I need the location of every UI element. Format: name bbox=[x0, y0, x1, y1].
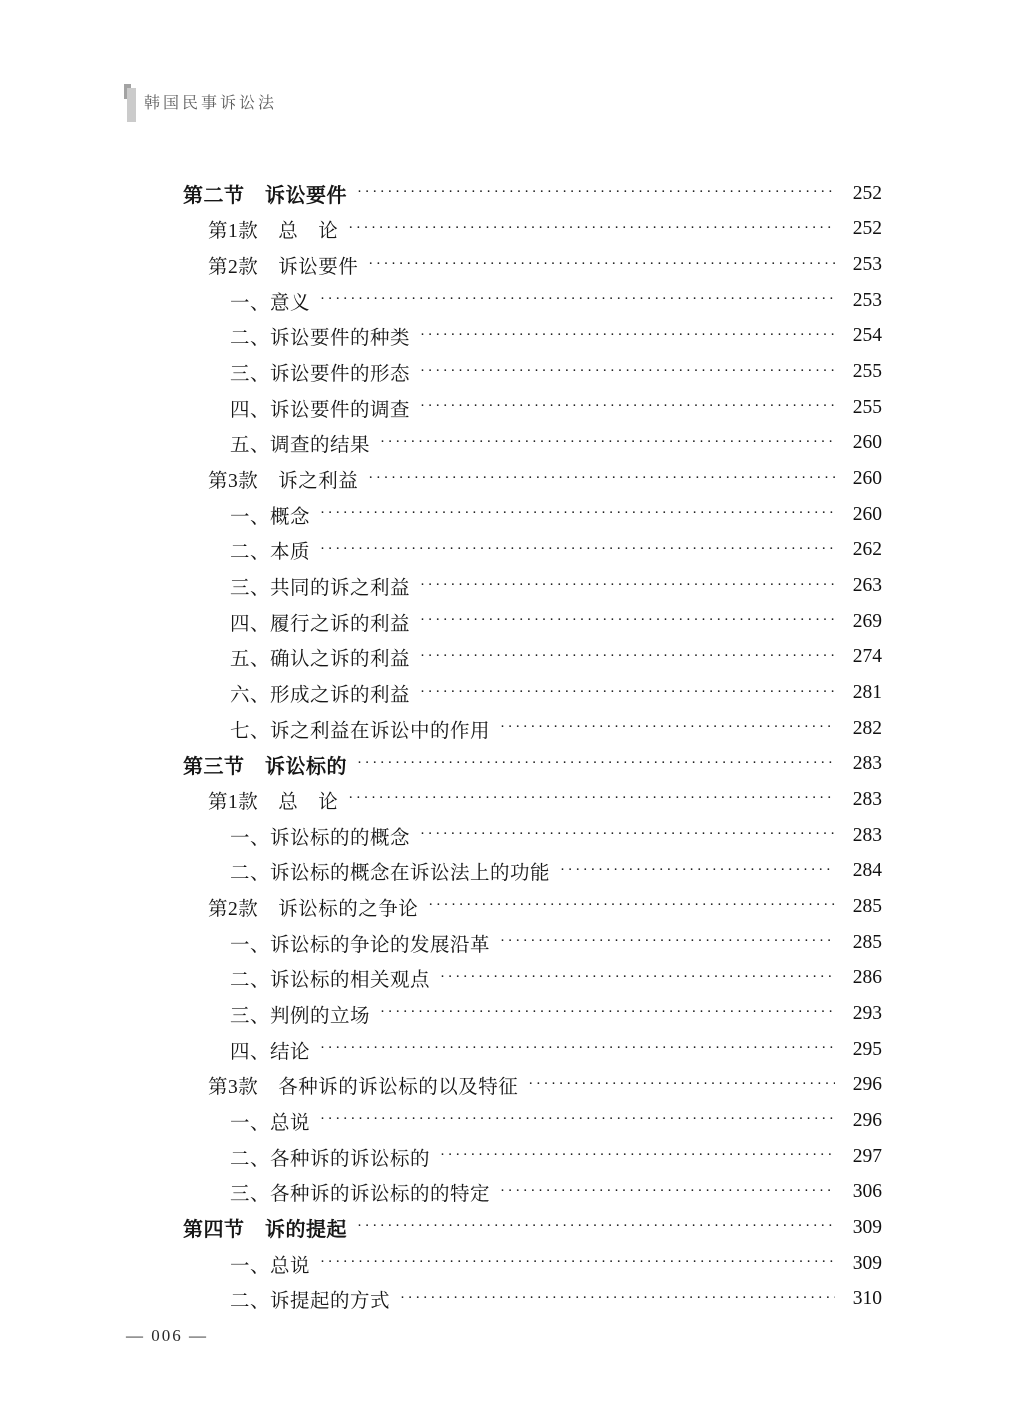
toc-entry-page-number: 295 bbox=[852, 1038, 882, 1060]
toc-entry-page-number: 253 bbox=[852, 254, 882, 276]
dot-leader bbox=[500, 1184, 835, 1199]
toc-entry-page-number: 285 bbox=[852, 931, 882, 953]
toc-entry-label: 第2款 诉讼要件 bbox=[208, 257, 359, 279]
toc-entry-page-number: 260 bbox=[852, 503, 882, 525]
toc-entry-page-number: 296 bbox=[852, 1074, 882, 1096]
toc-entry-page-number: 285 bbox=[852, 895, 882, 917]
dot-leader bbox=[320, 1041, 835, 1056]
toc-entry bbox=[183, 568, 882, 604]
toc-entry bbox=[183, 1139, 882, 1175]
toc-entry bbox=[183, 1174, 882, 1210]
toc-entry bbox=[183, 1246, 882, 1282]
toc-entry bbox=[183, 247, 882, 283]
dot-leader bbox=[420, 649, 835, 664]
toc-entry bbox=[183, 925, 882, 961]
toc-entry-page-number: 309 bbox=[852, 1252, 882, 1274]
toc-entry-page-number: 263 bbox=[852, 575, 882, 597]
toc-entry bbox=[183, 782, 882, 818]
toc-entry bbox=[183, 497, 882, 533]
toc-entry-label: 六、形成之诉的利益 bbox=[230, 685, 411, 707]
toc-entry-page-number: 255 bbox=[852, 396, 882, 418]
book-title: 韩国民事诉讼法 bbox=[144, 95, 278, 112]
dot-leader bbox=[560, 863, 835, 878]
dot-leader bbox=[420, 399, 835, 414]
toc-entry-label: 第1款 总 论 bbox=[208, 791, 339, 813]
toc-entry-label: 五、确认之诉的利益 bbox=[230, 649, 411, 671]
toc-entry-label: 第2款 诉讼标的之争论 bbox=[208, 898, 419, 920]
toc-entry-label: 四、履行之诉的利益 bbox=[230, 613, 411, 635]
toc-entry bbox=[183, 283, 882, 319]
toc-entry-label: 第3款 诉之利益 bbox=[208, 471, 359, 493]
toc-entry bbox=[183, 390, 882, 426]
toc-entry bbox=[183, 960, 882, 996]
toc-entry-label: 二、诉提起的方式 bbox=[230, 1291, 391, 1313]
toc-entry-label: 第1款 总 论 bbox=[208, 221, 339, 243]
toc-entry-page-number: 260 bbox=[852, 432, 882, 454]
toc-entry-label: 一、诉讼标的争论的发展沿革 bbox=[230, 934, 491, 956]
toc-entry bbox=[183, 533, 882, 569]
dot-leader bbox=[368, 257, 835, 272]
table-of-contents bbox=[183, 176, 882, 1317]
dot-leader bbox=[420, 685, 835, 700]
toc-entry bbox=[183, 354, 882, 390]
toc-entry-label: 第四节 诉的提起 bbox=[183, 1219, 347, 1242]
toc-entry bbox=[183, 675, 882, 711]
dot-leader bbox=[320, 1255, 835, 1270]
dot-leader bbox=[348, 791, 835, 806]
toc-entry-label: 三、判例的立场 bbox=[230, 1005, 371, 1027]
toc-entry bbox=[183, 996, 882, 1032]
toc-entry-page-number: 286 bbox=[852, 967, 882, 989]
toc-entry-label: 二、诉讼标的相关观点 bbox=[230, 970, 431, 992]
dot-leader bbox=[357, 1219, 835, 1234]
toc-entry bbox=[183, 1032, 882, 1068]
toc-entry-label: 一、意义 bbox=[230, 292, 311, 314]
toc-entry-label: 七、诉之利益在诉讼中的作用 bbox=[230, 720, 491, 742]
toc-entry-page-number: 283 bbox=[852, 753, 882, 775]
toc-entry-page-number: 281 bbox=[852, 682, 882, 704]
dot-leader bbox=[528, 1077, 835, 1092]
dot-leader bbox=[380, 1005, 835, 1020]
toc-entry-label: 一、诉讼标的的概念 bbox=[230, 827, 411, 849]
toc-entry-page-number: 254 bbox=[852, 325, 882, 347]
toc-entry-page-number: 297 bbox=[852, 1145, 882, 1167]
toc-entry-page-number: 260 bbox=[852, 468, 882, 490]
dot-leader bbox=[380, 435, 835, 450]
toc-entry-page-number: 296 bbox=[852, 1109, 882, 1131]
toc-entry-page-number: 283 bbox=[852, 788, 882, 810]
toc-entry-label: 二、诉讼要件的种类 bbox=[230, 328, 411, 350]
dot-leader bbox=[500, 934, 835, 949]
dot-leader bbox=[420, 328, 835, 343]
dot-leader bbox=[420, 613, 835, 628]
dot-leader bbox=[420, 364, 835, 379]
toc-entry-label: 第三节 诉讼标的 bbox=[183, 755, 347, 778]
toc-entry-label: 三、各种诉的诉讼标的的特定 bbox=[230, 1184, 491, 1206]
dot-leader bbox=[428, 898, 835, 913]
toc-entry bbox=[183, 818, 882, 854]
toc-entry-label: 第3款 各种诉的诉讼标的以及特征 bbox=[208, 1077, 519, 1099]
toc-entry-label: 一、概念 bbox=[230, 506, 311, 528]
toc-entry-label: 二、各种诉的诉讼标的 bbox=[230, 1148, 431, 1170]
toc-entry-page-number: 306 bbox=[852, 1181, 882, 1203]
footer-page-number: — 006 — bbox=[126, 1326, 208, 1345]
toc-entry bbox=[183, 319, 882, 355]
toc-entry bbox=[183, 176, 882, 212]
dot-leader bbox=[320, 542, 835, 557]
toc-entry-page-number: 252 bbox=[852, 218, 882, 240]
toc-entry bbox=[183, 1281, 882, 1317]
toc-entry-page-number: 282 bbox=[852, 717, 882, 739]
dot-leader bbox=[348, 221, 835, 236]
toc-entry-page-number: 253 bbox=[852, 289, 882, 311]
toc-entry bbox=[183, 853, 882, 889]
toc-entry bbox=[183, 711, 882, 747]
toc-entry bbox=[183, 1067, 882, 1103]
toc-entry-page-number: 309 bbox=[852, 1216, 882, 1238]
header-bar-light-segment bbox=[127, 88, 136, 122]
toc-entry-label: 四、诉讼要件的调查 bbox=[230, 399, 411, 421]
toc-entry-page-number: 283 bbox=[852, 824, 882, 846]
header-accent-bar bbox=[124, 82, 138, 124]
toc-entry bbox=[183, 604, 882, 640]
toc-entry bbox=[183, 1103, 882, 1139]
dot-leader bbox=[440, 970, 835, 985]
toc-entry-page-number: 284 bbox=[852, 860, 882, 882]
toc-entry bbox=[183, 1210, 882, 1246]
dot-leader bbox=[400, 1291, 835, 1306]
dot-leader bbox=[368, 471, 835, 486]
toc-entry-label: 三、共同的诉之利益 bbox=[230, 578, 411, 600]
toc-entry bbox=[183, 461, 882, 497]
toc-entry-page-number: 262 bbox=[852, 539, 882, 561]
toc-entry-label: 一、总说 bbox=[230, 1255, 311, 1277]
toc-entry bbox=[183, 640, 882, 676]
dot-leader bbox=[357, 185, 835, 200]
running-header bbox=[124, 82, 277, 124]
toc-entry-page-number: 252 bbox=[852, 182, 882, 204]
toc-entry-page-number: 274 bbox=[852, 646, 882, 668]
dot-leader bbox=[320, 1112, 835, 1127]
toc-entry-page-number: 269 bbox=[852, 610, 882, 632]
dot-leader bbox=[440, 1148, 835, 1163]
toc-entry bbox=[183, 212, 882, 248]
dot-leader bbox=[420, 827, 835, 842]
toc-entry-label: 五、调查的结果 bbox=[230, 435, 371, 457]
toc-entry-label: 二、诉讼标的概念在诉讼法上的功能 bbox=[230, 863, 551, 885]
toc-entry-label: 第二节 诉讼要件 bbox=[183, 185, 347, 208]
toc-entry-page-number: 310 bbox=[852, 1288, 882, 1310]
toc-entry-page-number: 293 bbox=[852, 1002, 882, 1024]
dot-leader bbox=[500, 720, 835, 735]
toc-entry-label: 四、结论 bbox=[230, 1041, 311, 1063]
dot-leader bbox=[357, 756, 835, 771]
toc-entry-label: 二、本质 bbox=[230, 542, 311, 564]
toc-entry bbox=[183, 426, 882, 462]
dot-leader bbox=[320, 506, 835, 521]
toc-entry-label: 一、总说 bbox=[230, 1112, 311, 1134]
toc-entry bbox=[183, 747, 882, 783]
toc-entry-page-number: 255 bbox=[852, 361, 882, 383]
toc-entry bbox=[183, 889, 882, 925]
toc-entry-label: 三、诉讼要件的形态 bbox=[230, 364, 411, 386]
dot-leader bbox=[320, 292, 835, 307]
dot-leader bbox=[420, 578, 835, 593]
